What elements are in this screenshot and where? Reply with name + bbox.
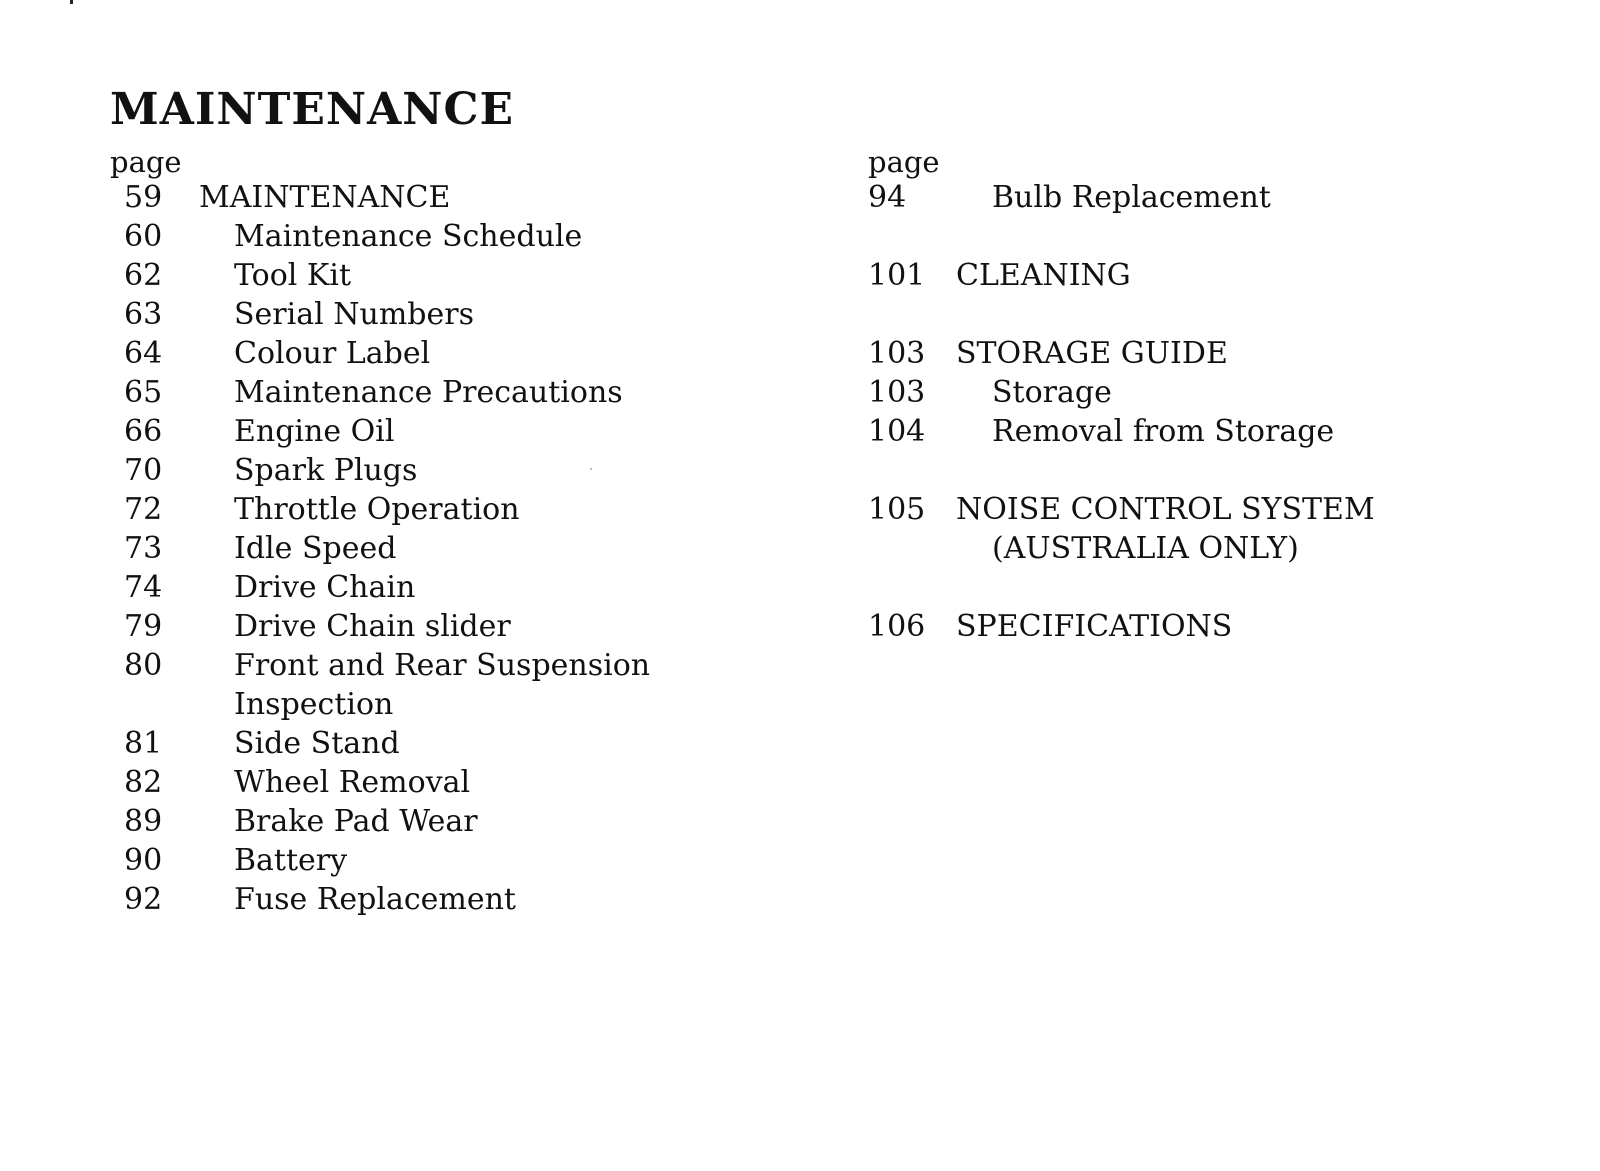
toc-page-number: 104 xyxy=(868,414,926,449)
toc-page-number: 81 xyxy=(124,726,163,761)
toc-page-number: 64 xyxy=(124,336,163,371)
toc-entry-tool-kit[interactable] xyxy=(110,256,750,295)
toc-entry-title: Battery xyxy=(234,843,348,878)
toc-entry-drive-chain-slider[interactable] xyxy=(110,607,750,646)
toc-entry-bulb-replacement[interactable] xyxy=(868,178,1568,217)
toc-entry-australia-only-continued[interactable] xyxy=(868,529,1568,568)
toc-right-column xyxy=(868,146,1568,646)
toc-page-number: 60 xyxy=(124,219,163,254)
toc-entry-title: Inspection xyxy=(234,687,394,722)
toc-entry-title: Wheel Removal xyxy=(234,765,471,800)
toc-entry-title: Maintenance Precautions xyxy=(234,375,623,410)
page-column-label: page xyxy=(110,145,182,179)
toc-entry-title: Colour Label xyxy=(234,336,431,371)
toc-entry-storage-guide[interactable] xyxy=(868,334,1568,373)
toc-entry-title: Serial Numbers xyxy=(234,297,474,332)
toc-entry-fuse-replacement[interactable] xyxy=(110,880,750,919)
toc-entry-title: Side Stand xyxy=(234,726,400,761)
toc-entry-title: Engine Oil xyxy=(234,414,395,449)
toc-page-number: 89 xyxy=(124,804,163,839)
toc-entry-engine-oil[interactable] xyxy=(110,412,750,451)
toc-page-number: 79 xyxy=(124,609,163,644)
toc-entry-title: Throttle Operation xyxy=(234,492,520,527)
toc-left-column xyxy=(110,146,750,919)
toc-entry-serial-numbers[interactable] xyxy=(110,295,750,334)
toc-entry-battery[interactable] xyxy=(110,841,750,880)
toc-entry-throttle-operation[interactable] xyxy=(110,490,750,529)
toc-page-number: 70 xyxy=(124,453,163,488)
toc-page-number: 82 xyxy=(124,765,163,800)
toc-gap xyxy=(868,451,1568,490)
toc-page-number: 66 xyxy=(124,414,163,449)
toc-entry-title: Removal from Storage xyxy=(992,414,1335,449)
toc-entry-noise-control-system[interactable] xyxy=(868,490,1568,529)
toc-page-number: 92 xyxy=(124,882,163,917)
toc-page-number: 105 xyxy=(868,492,926,527)
toc-entry-title: Front and Rear Suspension xyxy=(234,648,651,683)
toc-entry-side-stand[interactable] xyxy=(110,724,750,763)
toc-entry-cleaning[interactable] xyxy=(868,256,1568,295)
toc-entry-title: Drive Chain slider xyxy=(234,609,511,644)
toc-entry-wheel-removal[interactable] xyxy=(110,763,750,802)
toc-page-number: 80 xyxy=(124,648,163,683)
toc-page-number: 74 xyxy=(124,570,163,605)
toc-entry-removal-from-storage[interactable] xyxy=(868,412,1568,451)
toc-entry-specifications[interactable] xyxy=(868,607,1568,646)
toc-entry-title: MAINTENANCE xyxy=(199,180,451,215)
toc-gap xyxy=(868,217,1568,256)
toc-entry-title: CLEANING xyxy=(956,258,1131,293)
toc-page-number: 65 xyxy=(124,375,163,410)
toc-entry-idle-speed[interactable] xyxy=(110,529,750,568)
toc-entry-title: Bulb Replacement xyxy=(992,180,1271,215)
toc-gap xyxy=(868,568,1568,607)
toc-entry-title: Brake Pad Wear xyxy=(234,804,478,839)
toc-entry-title: SPECIFICATIONS xyxy=(956,609,1233,644)
toc-entry-title: Drive Chain xyxy=(234,570,416,605)
toc-page-number: 101 xyxy=(868,258,926,293)
toc-entry-title: Idle Speed xyxy=(234,531,397,566)
toc-page-number: 72 xyxy=(124,492,163,527)
toc-page-number: 73 xyxy=(124,531,163,566)
toc-entry-drive-chain[interactable] xyxy=(110,568,750,607)
toc-entry-colour-label[interactable] xyxy=(110,334,750,373)
page-column-label: page xyxy=(868,145,940,179)
toc-entry-maintenance[interactable] xyxy=(110,178,750,217)
toc-entry-title: NOISE CONTROL SYSTEM xyxy=(956,492,1375,527)
toc-entry-title: (AUSTRALIA ONLY) xyxy=(992,531,1299,566)
scan-corner-mark xyxy=(70,0,73,4)
toc-entry-suspension-inspection-continued[interactable] xyxy=(110,685,750,724)
toc-entry-title: Fuse Replacement xyxy=(234,882,516,917)
toc-page-number: 62 xyxy=(124,258,163,293)
toc-page-number: 103 xyxy=(868,336,926,371)
toc-entry-title: Storage xyxy=(992,375,1112,410)
toc-entry-front-rear-suspension[interactable] xyxy=(110,646,750,685)
toc-entry-title: Maintenance Schedule xyxy=(234,219,583,254)
toc-page-number: 59 xyxy=(124,180,163,215)
toc-page-number: 94 xyxy=(868,180,907,215)
toc-gap xyxy=(868,295,1568,334)
toc-page-number: 63 xyxy=(124,297,163,332)
toc-page-number: 90 xyxy=(124,843,163,878)
toc-entry-brake-pad-wear[interactable] xyxy=(110,802,750,841)
page-title: MAINTENANCE xyxy=(110,84,515,135)
toc-entry-maintenance-schedule[interactable] xyxy=(110,217,750,256)
toc-entry-title: STORAGE GUIDE xyxy=(956,336,1228,371)
toc-entry-spark-plugs[interactable] xyxy=(110,451,750,490)
toc-entry-maintenance-precautions[interactable] xyxy=(110,373,750,412)
toc-entry-title: Spark Plugs xyxy=(234,453,418,488)
toc-page-number: 106 xyxy=(868,609,926,644)
toc-entry-storage[interactable] xyxy=(868,373,1568,412)
toc-entry-title: Tool Kit xyxy=(234,258,351,293)
toc-page-number: 103 xyxy=(868,375,926,410)
